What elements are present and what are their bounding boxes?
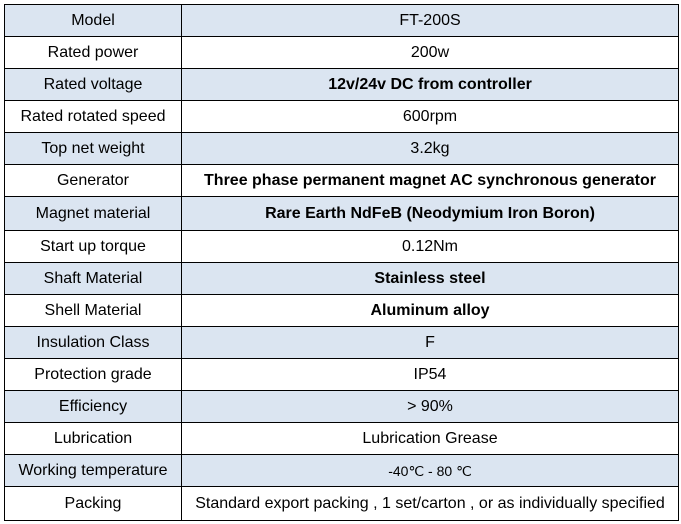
row-label: Model <box>5 5 182 37</box>
row-label: Lubrication <box>5 423 182 455</box>
table-row <box>5 423 679 455</box>
row-label: Rated rotated speed <box>5 101 182 133</box>
row-label: Rated voltage <box>5 69 182 101</box>
row-label: Shaft Material <box>5 263 182 295</box>
table-row <box>5 327 679 359</box>
table-row <box>5 263 679 295</box>
row-value: Aluminum alloy <box>182 295 679 327</box>
row-label: Generator <box>5 165 182 197</box>
table-row <box>5 101 679 133</box>
row-value: Standard export packing , 1 set/carton , or as individually specified <box>182 487 679 521</box>
row-label: Efficiency <box>5 391 182 423</box>
table-row <box>5 359 679 391</box>
row-value: 200w <box>182 37 679 69</box>
row-label: Packing <box>5 487 182 521</box>
row-value: Stainless steel <box>182 263 679 295</box>
table-row <box>5 165 679 197</box>
row-value: Lubrication Grease <box>182 423 679 455</box>
row-label: Working temperature <box>5 455 182 487</box>
row-label: Insulation Class <box>5 327 182 359</box>
table-row <box>5 5 679 37</box>
table-row <box>5 455 679 487</box>
row-value: 0.12Nm <box>182 231 679 263</box>
row-label: Start up torque <box>5 231 182 263</box>
row-value: 12v/24v DC from controller <box>182 69 679 101</box>
row-label: Top net weight <box>5 133 182 165</box>
table-row <box>5 37 679 69</box>
row-value: F <box>182 327 679 359</box>
spec-table-body <box>5 5 679 521</box>
row-value: -40℃ - 80 ℃ <box>182 455 679 487</box>
row-value: Three phase permanent magnet AC synchronous generator <box>182 165 679 197</box>
row-value: Rare Earth NdFeB (Neodymium Iron Boron) <box>182 197 679 231</box>
row-value: IP54 <box>182 359 679 391</box>
spec-table <box>4 4 679 521</box>
table-row <box>5 295 679 327</box>
table-row <box>5 69 679 101</box>
table-row <box>5 391 679 423</box>
table-row <box>5 487 679 521</box>
row-label: Rated power <box>5 37 182 69</box>
table-row <box>5 231 679 263</box>
row-value: 600rpm <box>182 101 679 133</box>
row-label: Shell Material <box>5 295 182 327</box>
table-row <box>5 197 679 231</box>
row-value: > 90% <box>182 391 679 423</box>
row-label: Protection grade <box>5 359 182 391</box>
table-row <box>5 133 679 165</box>
row-label: Magnet material <box>5 197 182 231</box>
row-value: FT-200S <box>182 5 679 37</box>
row-value: 3.2kg <box>182 133 679 165</box>
